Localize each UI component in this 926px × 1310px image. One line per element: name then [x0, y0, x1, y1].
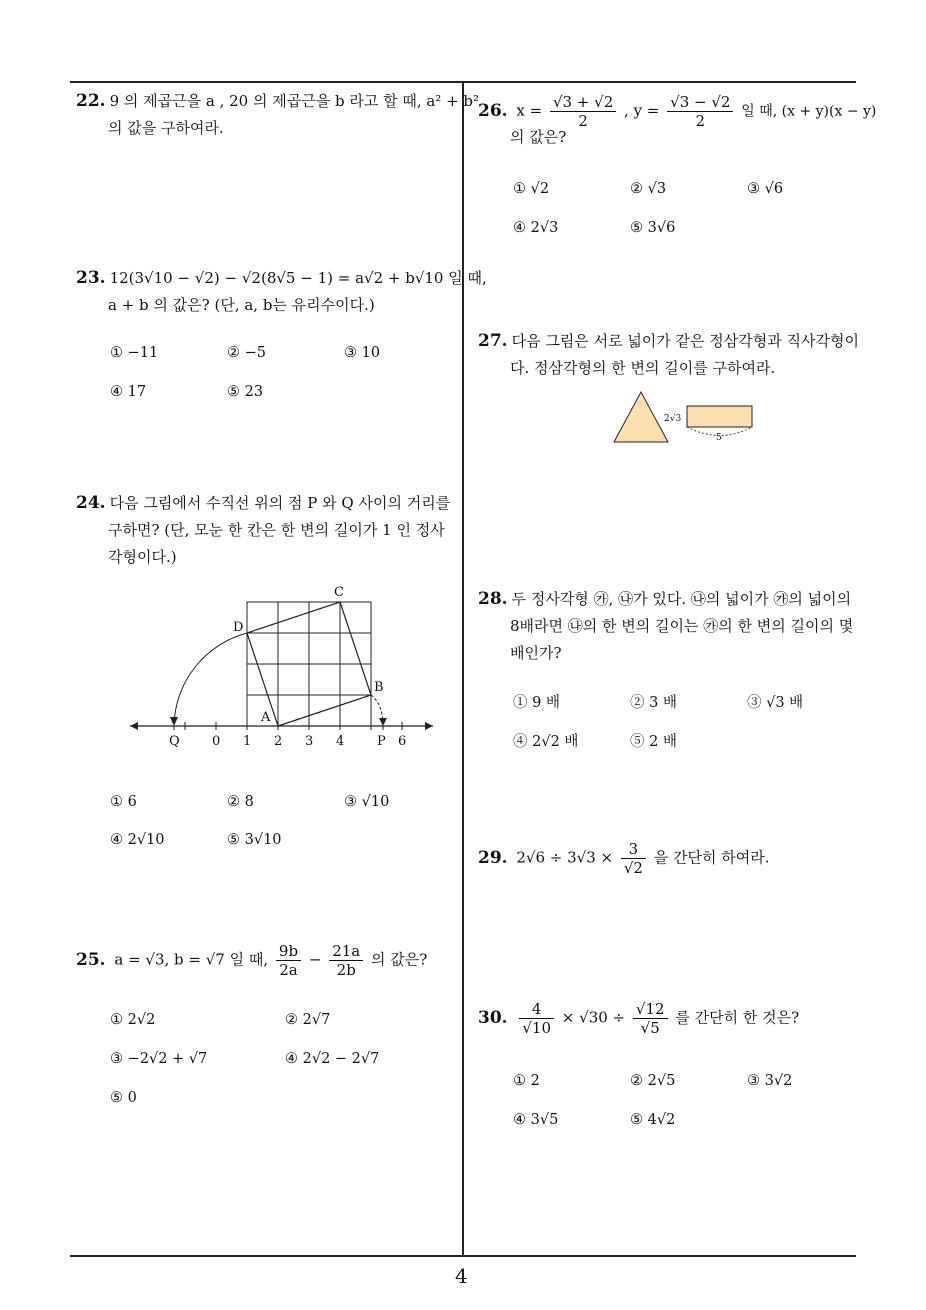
- question-text: 배인가?: [510, 644, 562, 662]
- question-text: 을 간단히 하여라.: [653, 848, 770, 867]
- choice-5[interactable]: ⑤ 4√2: [630, 1112, 676, 1128]
- question-number: 26.: [478, 100, 508, 121]
- bottom-rule: [70, 1255, 856, 1257]
- question-text: 다. 정삼각형의 한 변의 길이를 구하여라.: [510, 359, 776, 377]
- choice-4[interactable]: ④ 3√5: [513, 1112, 559, 1128]
- choice-5[interactable]: ⑤ 3√10: [227, 832, 282, 848]
- choice-5[interactable]: ⑤ 2 배: [630, 734, 677, 750]
- choice-2[interactable]: ② 3 배: [630, 695, 677, 711]
- question-25: 25. a = √3, b = √7 일 때, $\frac{9b}{2a}$ − $\frac{21a}{2b}$ 의 값은?: [76, 942, 428, 979]
- fraction: $\frac{√3 - √2}{2}$: [667, 93, 733, 130]
- triangle-rectangle-figure: [610, 388, 760, 446]
- choice-3[interactable]: ③ √6: [747, 181, 784, 197]
- height-label: 2√3: [664, 414, 682, 424]
- choice-1[interactable]: ① 2√2: [110, 1012, 156, 1028]
- choice-1[interactable]: ① 6: [110, 794, 137, 810]
- fraction: $\frac{21a}{2b}$: [329, 942, 363, 979]
- axis-label: 4: [336, 734, 345, 749]
- question-number: 30.: [478, 1007, 508, 1028]
- page-number: 4: [455, 1264, 468, 1288]
- axis-label: P: [377, 734, 386, 749]
- question-text: 구하면? (단, 모눈 한 칸은 한 변의 길이가 1 인 정사: [108, 521, 445, 539]
- axis-label: 3: [305, 734, 314, 749]
- axis-label: 2: [274, 734, 283, 749]
- question-number: 29.: [478, 847, 508, 868]
- choice-5[interactable]: ⑤ 3√6: [630, 220, 676, 236]
- question-26: 26. x = $\frac{√3 + √2}{2}$ , y = $\frac{√3 - √2}{2}$ 일 때, (x + y)(x − y) 의 값은?: [478, 93, 876, 151]
- axis-label: 6: [398, 734, 407, 749]
- question-text: 의 값을 구하여라.: [108, 119, 224, 137]
- question-22: [76, 88, 479, 142]
- column-divider: [462, 82, 464, 1256]
- choice-2[interactable]: ② √3: [630, 181, 667, 197]
- fraction: $\frac{9b}{2a}$: [276, 942, 301, 979]
- question-text: 다음 그림은 서로 넓이가 같은 정삼각형과 직사각형이: [511, 332, 859, 350]
- question-text: 9 의 제곱근을 a , 20 의 제곱근을 b 라고 할 때, a² + b²: [109, 92, 480, 110]
- question-number: 24.: [76, 493, 106, 513]
- question-number: 27.: [478, 331, 508, 351]
- question-text: 12(3√10 − √2) − √2(8√5 − 1) = a√2 + b√10 일 때,: [109, 269, 487, 287]
- fraction: $\frac{√3 + √2}{2}$: [550, 93, 616, 130]
- axis-label: 1: [243, 734, 252, 749]
- number-line-figure: [125, 580, 440, 755]
- question-29: 29. 2√6 ÷ 3√3 × $\frac{3}{√2}$ 을 간단히 하여라.: [478, 840, 770, 877]
- question-24: [76, 490, 450, 571]
- choice-1[interactable]: ① 9 배: [513, 695, 560, 711]
- question-number: 28.: [478, 589, 508, 609]
- question-text: 의 값은?: [510, 128, 567, 146]
- equilateral-triangle: [614, 392, 668, 442]
- question-23: [76, 265, 487, 319]
- choice-2[interactable]: ② 2√7: [285, 1012, 331, 1028]
- choice-4[interactable]: ④ 2√2 배: [513, 734, 579, 750]
- choice-1[interactable]: ① √2: [513, 181, 550, 197]
- choice-3[interactable]: ③ √10: [344, 794, 390, 810]
- label-b: B: [374, 680, 384, 695]
- question-28: [478, 586, 853, 667]
- choice-4[interactable]: ④ 2√10: [110, 832, 165, 848]
- label-c: C: [334, 585, 344, 600]
- question-number: 25.: [76, 949, 106, 970]
- choice-4[interactable]: ④ 2√3: [513, 220, 559, 236]
- question-text: a + b 의 값은? (단, a, b는 유리수이다.): [108, 296, 375, 314]
- question-text: 의 값은?: [371, 950, 428, 969]
- choice-1[interactable]: ① −11: [110, 345, 159, 361]
- label-d: D: [233, 620, 244, 635]
- question-number: 23.: [76, 268, 106, 288]
- choice-3[interactable]: ③ √3 배: [747, 695, 804, 711]
- question-text: a = √3, b = √7 일 때,: [114, 950, 269, 969]
- arc-to-q: [174, 633, 247, 726]
- choice-5[interactable]: ⑤ 0: [110, 1090, 137, 1106]
- choice-3[interactable]: ③ −2√2 + √7: [110, 1051, 208, 1067]
- question-27: [478, 328, 859, 382]
- choice-2[interactable]: ② 2√5: [630, 1073, 676, 1089]
- question-text: 일 때, (x + y)(x − y): [741, 103, 877, 120]
- choice-2[interactable]: ② 8: [227, 794, 254, 810]
- question-30: 30. $\frac{4}{√10}$ × √30 ÷ $\frac{√12}{√5}$ 를 간단히 한 것은?: [478, 1000, 800, 1037]
- question-text: 각형이다.): [108, 548, 177, 566]
- fraction: $\frac{3}{√2}$: [621, 840, 646, 877]
- choice-1[interactable]: ① 2: [513, 1073, 540, 1089]
- choice-3[interactable]: ③ 10: [344, 345, 381, 361]
- choice-2[interactable]: ② −5: [227, 345, 266, 361]
- choice-5[interactable]: ⑤ 23: [227, 384, 264, 400]
- rectangle: [687, 406, 752, 427]
- axis-label: 0: [212, 734, 221, 749]
- grid: [247, 602, 371, 726]
- question-text: 두 정사각형 ㉮, ㉯가 있다. ㉯의 넓이가 ㉮의 넓이의: [511, 590, 852, 608]
- choice-4[interactable]: ④ 17: [110, 384, 147, 400]
- choice-3[interactable]: ③ 3√2: [747, 1073, 793, 1089]
- label-a: A: [261, 710, 271, 725]
- question-text: 8배라면 ㉯의 한 변의 길이는 ㉮의 한 변의 길이의 몇: [510, 617, 854, 635]
- question-text: 를 간단히 한 것은?: [675, 1008, 800, 1027]
- question-text: 다음 그림에서 수직선 위의 점 P 와 Q 사이의 거리를: [109, 494, 451, 512]
- question-number: 22.: [76, 91, 106, 111]
- fraction: $\frac{4}{√10}$: [519, 1000, 554, 1037]
- choice-4[interactable]: ④ 2√2 − 2√7: [285, 1051, 380, 1067]
- width-label: 5: [716, 433, 722, 443]
- axis-label: Q: [169, 734, 180, 749]
- fraction: $\frac{√12}{√5}$: [633, 1000, 668, 1037]
